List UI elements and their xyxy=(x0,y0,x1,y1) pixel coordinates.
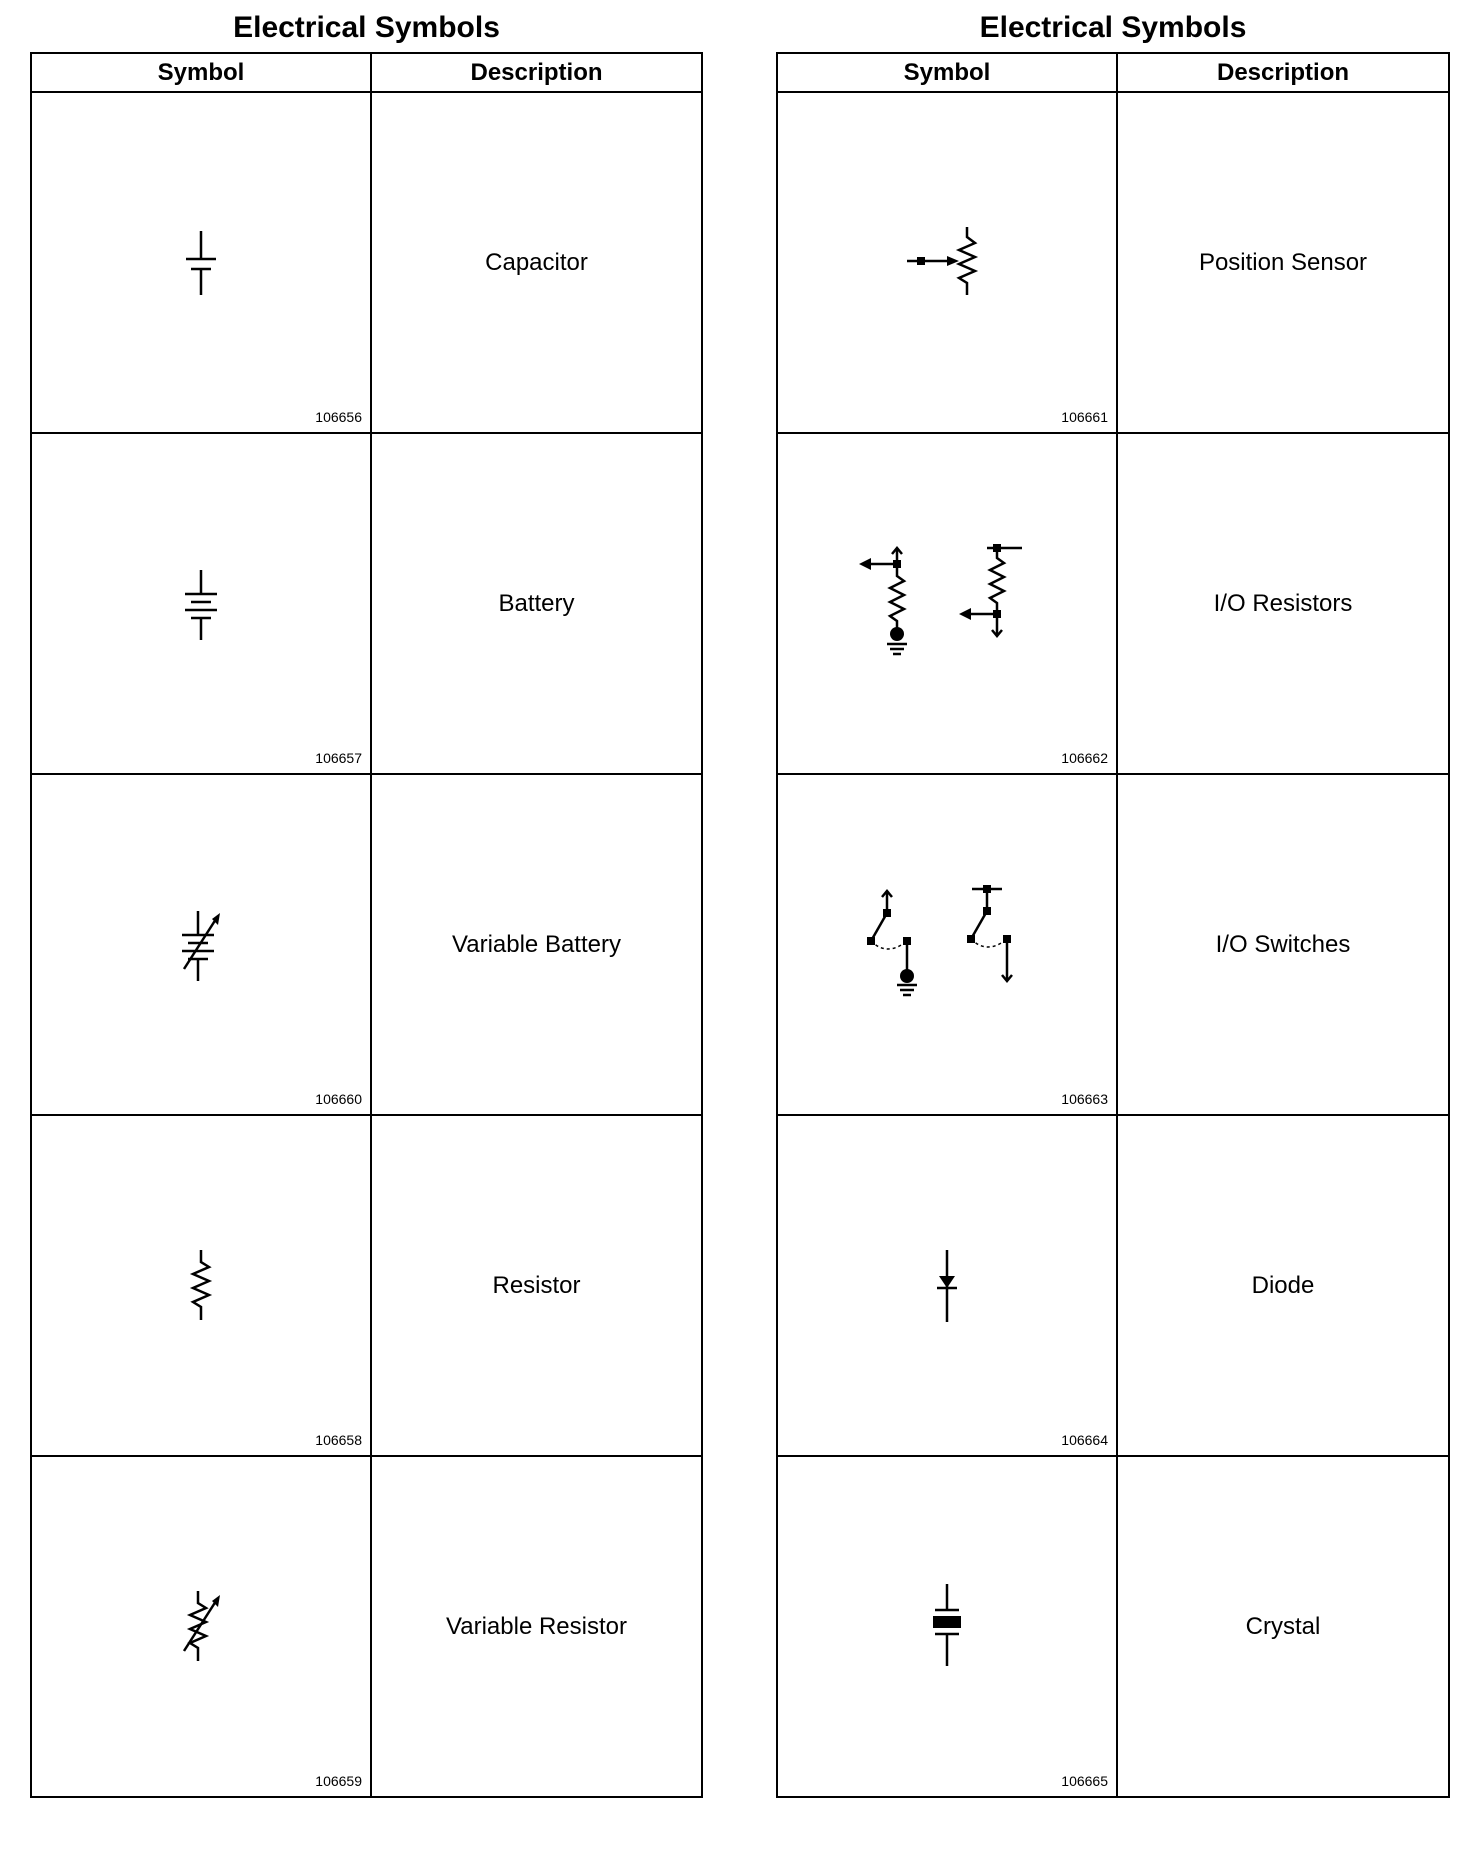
symbol-cell xyxy=(31,433,371,774)
figure-number: 106657 xyxy=(315,750,362,766)
symbol-cell xyxy=(31,774,371,1115)
left-panel xyxy=(30,0,703,1798)
left-panel-title: Electrical Symbols xyxy=(233,11,500,44)
position-sensor-icon xyxy=(897,223,997,303)
right-panel-title: Electrical Symbols xyxy=(979,11,1247,44)
left-symbols-table xyxy=(30,52,703,1798)
table-row xyxy=(777,433,1449,774)
table-row xyxy=(777,774,1449,1115)
description-cell: Battery xyxy=(371,433,702,774)
figure-number: 106658 xyxy=(315,1432,362,1448)
symbol-column-header: Symbol xyxy=(31,53,371,92)
right-panel xyxy=(776,0,1450,1798)
io-resistors-icon xyxy=(847,544,1047,664)
variable-battery-icon xyxy=(166,905,236,985)
description-cell: I/O Switches xyxy=(1117,774,1449,1115)
figure-number: 106656 xyxy=(315,409,362,425)
symbol-cell xyxy=(777,433,1117,774)
figure-number: 106660 xyxy=(315,1091,362,1107)
variable-resistor-icon xyxy=(166,1587,236,1667)
description-cell: Resistor xyxy=(371,1115,702,1456)
description-cell: Capacitor xyxy=(371,92,702,433)
table-row xyxy=(31,92,702,433)
figure-number: 106659 xyxy=(315,1773,362,1789)
table-row xyxy=(777,1115,1449,1456)
battery-icon xyxy=(171,564,231,644)
table-header-row xyxy=(31,53,702,92)
table-row xyxy=(31,1456,702,1797)
description-column-header: Description xyxy=(1117,53,1449,92)
symbol-cell xyxy=(777,1456,1117,1797)
symbol-cell xyxy=(31,92,371,433)
right-symbols-table xyxy=(776,52,1450,1798)
figure-number: 106665 xyxy=(1061,1773,1108,1789)
description-column-header: Description xyxy=(371,53,702,92)
crystal-icon xyxy=(917,1582,977,1672)
symbol-cell xyxy=(31,1456,371,1797)
description-cell: Position Sensor xyxy=(1117,92,1449,433)
table-header-row xyxy=(777,53,1449,92)
table-row xyxy=(31,433,702,774)
description-cell: Diode xyxy=(1117,1115,1449,1456)
description-cell: Variable Battery xyxy=(371,774,702,1115)
diode-icon xyxy=(917,1246,977,1326)
io-switches-icon xyxy=(847,885,1047,1005)
figure-number: 106664 xyxy=(1061,1432,1108,1448)
description-cell: I/O Resistors xyxy=(1117,433,1449,774)
figure-number: 106661 xyxy=(1061,409,1108,425)
table-row xyxy=(31,774,702,1115)
resistor-icon xyxy=(171,1246,231,1326)
figure-number: 106662 xyxy=(1061,750,1108,766)
figure-number: 106663 xyxy=(1061,1091,1108,1107)
table-row xyxy=(31,1115,702,1456)
symbol-cell xyxy=(777,1115,1117,1456)
symbol-cell xyxy=(777,774,1117,1115)
description-cell: Crystal xyxy=(1117,1456,1449,1797)
description-cell: Variable Resistor xyxy=(371,1456,702,1797)
symbol-cell xyxy=(31,1115,371,1456)
table-row xyxy=(777,1456,1449,1797)
symbol-cell xyxy=(777,92,1117,433)
capacitor-icon xyxy=(171,223,231,303)
symbol-column-header: Symbol xyxy=(777,53,1117,92)
table-row xyxy=(777,92,1449,433)
